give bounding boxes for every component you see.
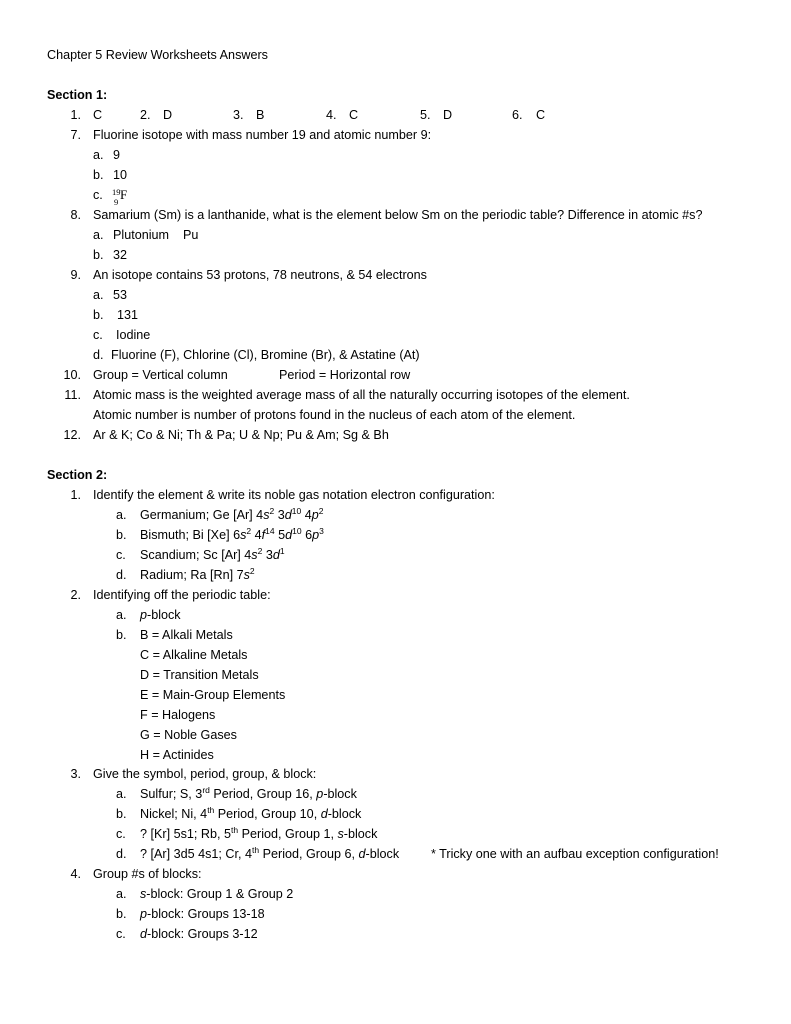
sub-letter: a. xyxy=(116,787,127,801)
sub-answer: 53 xyxy=(113,288,128,302)
question-text: Give the symbol, period, group, & block: xyxy=(93,767,317,781)
element-info-sulfur: Sulfur; S, 3rd Period, Group 16, p-block xyxy=(140,785,357,801)
family-line: E = Main-Group Elements xyxy=(140,688,286,702)
family-line: F = Halogens xyxy=(140,708,216,722)
sub-letter: d. xyxy=(93,348,104,362)
mc-answer: C xyxy=(349,108,359,122)
mc-answer: C xyxy=(536,108,546,122)
sub-letter: b. xyxy=(93,308,104,322)
block-groups-p: p-block: Groups 13-18 xyxy=(140,907,265,921)
aufbau-note: * Tricky one with an aufbau exception configuration! xyxy=(431,847,719,861)
question-number: 8. xyxy=(70,208,81,222)
sub-letter: d. xyxy=(116,847,127,861)
block-groups-s: s-block: Group 1 & Group 2 xyxy=(140,887,294,901)
mc-answer: B xyxy=(256,108,265,122)
isotope-symbol: F xyxy=(120,187,128,202)
sub-answer: Plutonium Pu xyxy=(113,228,199,242)
question-number: 7. xyxy=(70,128,81,142)
period-definition: Period = Horizontal row xyxy=(279,368,411,382)
mc-number: 1. xyxy=(70,108,81,122)
sub-letter: a. xyxy=(116,608,127,622)
mc-number: 4. xyxy=(326,108,337,122)
question-number: 10. xyxy=(63,368,81,382)
mc-number: 2. xyxy=(140,108,151,122)
question-text: Samarium (Sm) is a lanthanide, what is the element below Sm on the periodic table? Difference in atomic #s? xyxy=(93,208,703,222)
question-text: An isotope contains 53 protons, 78 neutrons, & 54 electrons xyxy=(93,268,427,282)
sub-letter: a. xyxy=(93,148,104,162)
family-line: G = Noble Gases xyxy=(140,728,237,742)
isotope-notation xyxy=(110,187,130,207)
mc-number: 5. xyxy=(420,108,431,122)
block-answer: p-block xyxy=(140,608,181,622)
family-line: D = Transition Metals xyxy=(140,668,259,682)
question-text: Identify the element & write its noble gas notation electron configuration: xyxy=(93,488,495,502)
sub-letter: b. xyxy=(116,628,127,642)
config-scandium: Scandium; Sc [Ar] $4s^2$ $3d^1$ xyxy=(140,546,285,562)
sub-letter: c. xyxy=(116,927,126,941)
family-line: H = Actinides xyxy=(140,748,214,762)
question-number: 3. xyxy=(70,767,81,781)
sub-answer: Fluorine (F), Chlorine (Cl), Bromine (Br), & Astatine (At) xyxy=(111,348,420,362)
block-groups-d: d-block: Groups 3-12 xyxy=(140,927,258,941)
atomic-mass-definition: Atomic mass is the weighted average mass of all the naturally occurring isotopes of the element. xyxy=(93,388,630,402)
question-text: Ar & K; Co & Ni; Th & Pa; U & Np; Pu & Am; Sg & Bh xyxy=(93,428,389,442)
element-info-nickel: Nickel; Ni, 4th Period, Group 10, d-block xyxy=(140,805,362,821)
config-germanium: Germanium; Ge [Ar] $4s^2$ $3d^{10}$ $4p^2$ xyxy=(140,506,324,522)
sub-letter: b. xyxy=(116,907,127,921)
sub-letter: b. xyxy=(116,528,127,542)
question-number: 9. xyxy=(70,268,81,282)
isotope-atomic-number: 9 xyxy=(114,197,119,207)
section-2-heading: Section 2: xyxy=(47,468,108,482)
sub-letter: b. xyxy=(93,168,104,182)
element-info-chromium: ? [Ar] 3d5 4s1; Cr, 4th Period, Group 6, d-block xyxy=(140,845,400,861)
section-1-heading: Section 1: xyxy=(47,88,108,102)
question-number: 4. xyxy=(70,867,81,881)
question-text: Identifying off the periodic table: xyxy=(93,588,271,602)
question-number: 12. xyxy=(63,428,81,442)
mc-number: 3. xyxy=(233,108,244,122)
question-number: 1. xyxy=(70,488,81,502)
isotope-mass-number: 19 xyxy=(112,187,121,197)
sub-letter: a. xyxy=(116,508,127,522)
sub-answer: 9 xyxy=(113,148,121,162)
sub-letter: d. xyxy=(116,568,127,582)
sub-letter: b. xyxy=(116,807,127,821)
mc-answer: D xyxy=(443,108,453,122)
sub-letter: c. xyxy=(116,548,126,562)
sub-letter: a. xyxy=(93,288,104,302)
family-line: C = Alkaline Metals xyxy=(140,648,248,662)
element-info-rubidium: ? [Kr] 5s1; Rb, 5th Period, Group 1, s-block xyxy=(140,825,378,841)
question-number: 11. xyxy=(64,388,81,402)
sub-letter: c. xyxy=(93,188,103,202)
sub-letter: a. xyxy=(116,887,127,901)
sub-answer: 32 xyxy=(113,248,128,262)
question-text: Fluorine isotope with mass number 19 and atomic number 9: xyxy=(93,128,432,142)
family-line: B = Alkali Metals xyxy=(140,628,233,642)
mc-answer: D xyxy=(163,108,173,122)
sub-letter: c. xyxy=(93,328,103,342)
sub-letter: c. xyxy=(116,827,126,841)
sub-letter: a. xyxy=(93,228,104,242)
sub-answer: Iodine xyxy=(116,328,151,342)
mc-answer: C xyxy=(93,108,103,122)
question-number: 2. xyxy=(70,588,81,602)
group-definition: Group = Vertical column xyxy=(93,368,228,382)
mc-number: 6. xyxy=(512,108,523,122)
sub-answer: 10 xyxy=(113,168,128,182)
sub-letter: b. xyxy=(93,248,104,262)
config-radium: Radium; Ra [Rn] $7s^2$ xyxy=(140,566,255,582)
atomic-number-definition: Atomic number is number of protons found in the nucleus of each atom of the element. xyxy=(93,408,576,422)
sub-answer: 131 xyxy=(117,308,139,322)
config-bismuth: Bismuth; Bi [Xe] $6s^2$ $4f^{14}$ $5d^{10}$ $6p^3$ xyxy=(140,526,324,542)
question-text: Group #s of blocks: xyxy=(93,867,202,881)
page-title: Chapter 5 Review Worksheets Answers xyxy=(47,48,268,62)
